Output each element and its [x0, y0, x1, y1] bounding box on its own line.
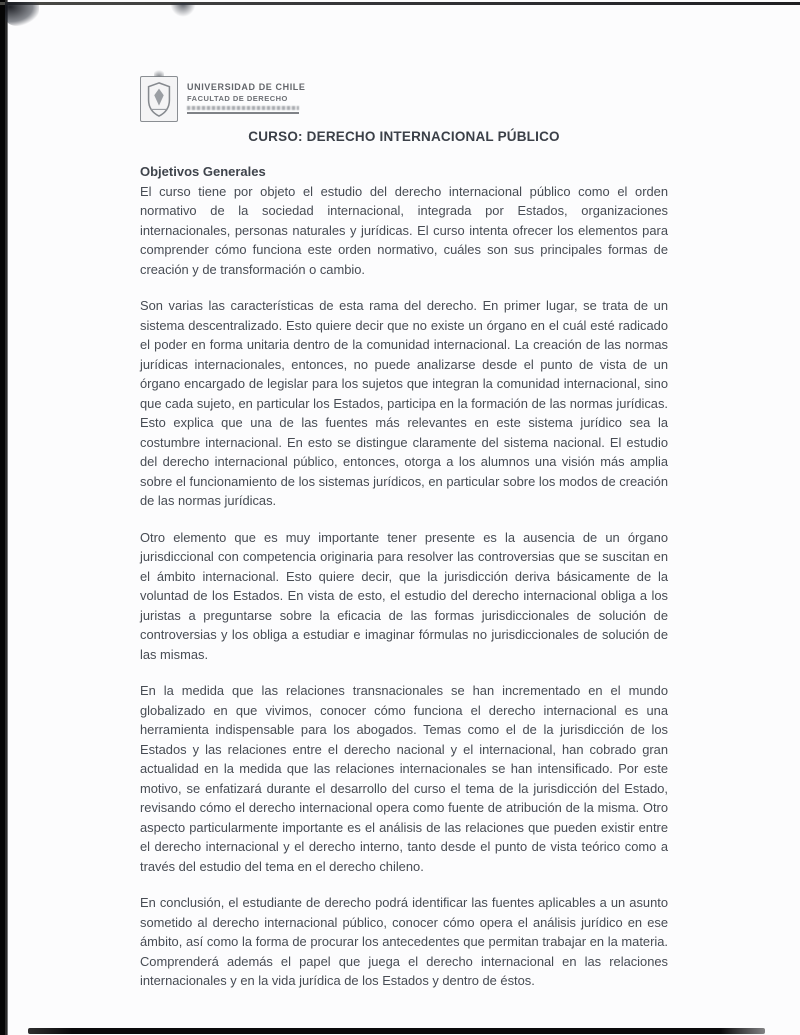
university-crest-icon [140, 76, 178, 122]
scan-corner-smudge [5, 2, 39, 26]
paragraph-5: En conclusión, el estudiante de derecho podrá identificar las fuentes aplicables a un asunto sometido al derecho internacional público, conocer cómo opera el análisis jurídico en ese ámbito, así como la forma de procurar los antecedentes que permitan trabajar en la materia. Comprenderá además el papel que juega el derecho internacional en las relaciones internacionales y en la vida jurídica de los Estados y dentro de éstos. [140, 895, 668, 988]
paragraph-2: Son varias las características de esta rama del derecho. En primer lugar, se trata de un sistema descentralizado. Esto quiere decir que no existe un órgano en el cuál esté radicado el poder en forma unitaria dentro de la comunidad internacional. La creación de las normas jurídicas internacionales, entonces, no puede analizarse desde el punto de vista de un órgano encargado de legislar para los sujetos que integran la comunidad internacional, sino que cada sujeto, en particular los Estados, participa en la formación de las normas jurídicas. Esto explica que una de las fuentes más relevantes en este sistema jurídico sea la costumbre internacional. En esto se distingue claramente del sistema nacional. El estudio del derecho internacional público, entonces, otorga a los alumnos una visión más amplia sobre el funcionamiento de los sistemas jurídicos, en particular sobre los modos de creación de las normas jurídicas. [140, 298, 668, 508]
paragraph-1: El curso tiene por objeto el estudio del derecho internacional público como el orden normativo de la sociedad internacional, integrada por Estados, organizaciones internacionales, personas naturales y jurídicas. El curso intenta ofrecer los elementos para comprender cómo funciona este orden normativo, cuáles son sus principales formas de creación y de transformación o cambio. [140, 183, 668, 277]
logo-underline [187, 112, 299, 114]
document-body [140, 162, 668, 991]
paragraph-3: Otro elemento que es muy importante tener presente es la ausencia de un órgano jurisdiccional con competencia originaria para resolver las controversias que se suscitan en el ámbito internacional. Esto quiere decir, que la jurisdicción deriva básicamente de la voluntad de los Estados. En vista de esto, el estudio del derecho internacional obliga a los juristas a preguntarse sobre la eficacia de las formas jurisdiccionales de solución de controversias y los obliga a estudiar e imaginar fórmulas no jurisdiccionales de solución de las mismas. [140, 529, 668, 662]
scan-left-edge-bar [0, 0, 8, 1035]
logo-institution: UNIVERSIDAD DE CHILE [187, 82, 306, 92]
crest-finial [154, 69, 164, 77]
scan-bottom-edge-bar [28, 1028, 765, 1034]
section-heading: Objetivos Generales [140, 164, 266, 179]
course-title: CURSO: DERECHO INTERNACIONAL PÚBLICO [248, 129, 560, 144]
logo-address-line [187, 106, 299, 110]
scan-smudge [170, 3, 196, 17]
paragraph-4: En la medida que las relaciones transnacionales se han incrementado en el mundo globalizado en que vivimos, conocer cómo funciona el derecho internacional es una herramienta indispensable para los abogados. Temas como el de la jurisdicción de los Estados y las relaciones entre el derecho nacional y el internacional, han cobrado gran actualidad en la medida que las relaciones internacionales se han intensificado. Por este motivo, se enfatizará durante el desarrollo del curso el tema de la jurisdicción del Estado, revisando cómo el derecho internacional opera como fuente de atribución de la misma. Otro aspecto particularmente importante es el análisis de las relaciones que pueden existir entre el derecho internacional y el derecho interno, tanto desde el punto de vista teórico como a través del estudio del tema en el derecho chileno. [140, 683, 668, 874]
logo-faculty: FACULTAD DE DERECHO [187, 94, 288, 103]
letterhead-logo [140, 76, 306, 122]
scan-top-edge-line [0, 2, 800, 5]
